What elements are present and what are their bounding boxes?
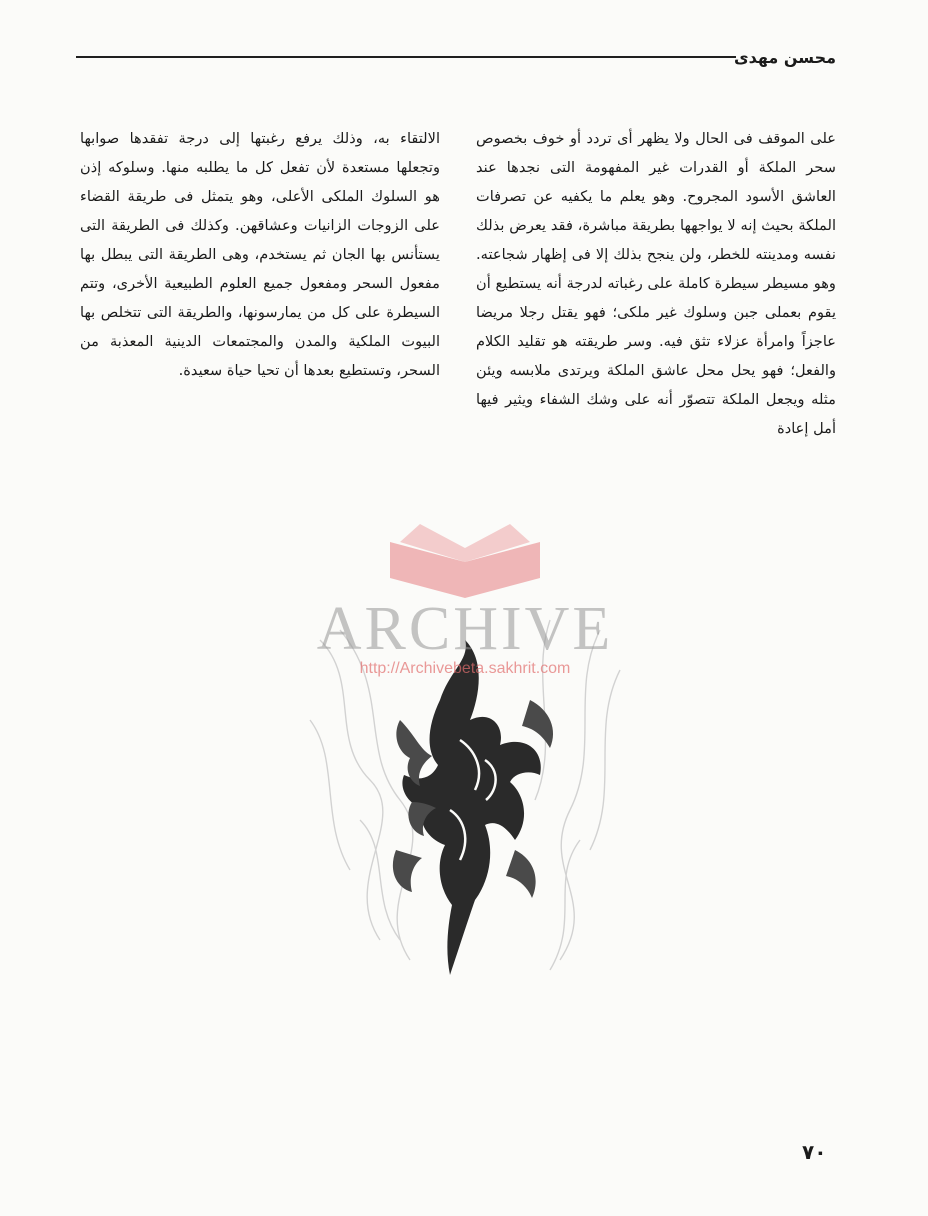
running-header	[76, 44, 836, 74]
watermark-text: ARCHIVE	[316, 595, 614, 663]
author-name: محسن مهدى	[733, 48, 836, 67]
paragraph: الالتقاء به، وذلك يرفع رغبتها إلى درجة تفقدها صوابها وتجعلها مستعدة لأن تفعل كل ما يطلبه منها. وسلوكه إذن هو السلوك الملكى الأعلى، وهو يتمثل فى طريقة القضاء على الزوجات الزانيات وعشاقهن. وكذلك فى الطريقة التى يستأنس بها الجان ثم يستخدم، وهى الطريقة التى يبطل بها مفعول السحر ومفعول جميع العلوم الطبيعية الأخرى، وتتم السيطرة على كل من يمارسونها، والطريقة التى تتخلص بها البيوت الملكية والمدن والمجتمعات الدينية المعذبة من السحر، وتستطيع بعدها أن تحيا حياة سعيدة.	[80, 130, 440, 379]
paragraph: على الموقف فى الحال ولا يظهر أى تردد أو خوف بخصوص سحر الملكة أو القدرات غير المفهومة التى نجدها عند العاشق الأسود المجروح. وهو يعلم ما يكفيه عن تصرفات الملكة بحيث إنه لا يواجهها بطريقة مباشرة، فقد يعرض بذلك نفسه ومدينته للخطر، ولن ينجح بذلك إلا فى إظهار شجاعته. وهو مسيطر سيطرة كاملة على رغباته لدرجة أنه يستطيع أن يقوم بعملى جبن وسلوك غير ملكى؛ فهو يقتل رجلا مريضا عاجزاً وامرأة عزلاء تثق فيه. وسر طريقته هو تقليد الكلام والفعل؛ فهو يحل محل عاشق الملكة ويرتدى ملابسه ويئن مثله ويجعل الملكة تتصوّر أنه على وشك الشفاء ويثير فيها أمل إعادة	[476, 130, 836, 437]
text-column-left	[80, 124, 440, 385]
archive-watermark	[300, 520, 630, 690]
page-number: ٧٠	[802, 1140, 827, 1164]
text-column-right	[476, 124, 836, 443]
book-icon	[300, 520, 630, 600]
watermark-url: http://Archivebeta.sakhrit.com	[359, 660, 571, 677]
header-rule	[76, 56, 736, 58]
